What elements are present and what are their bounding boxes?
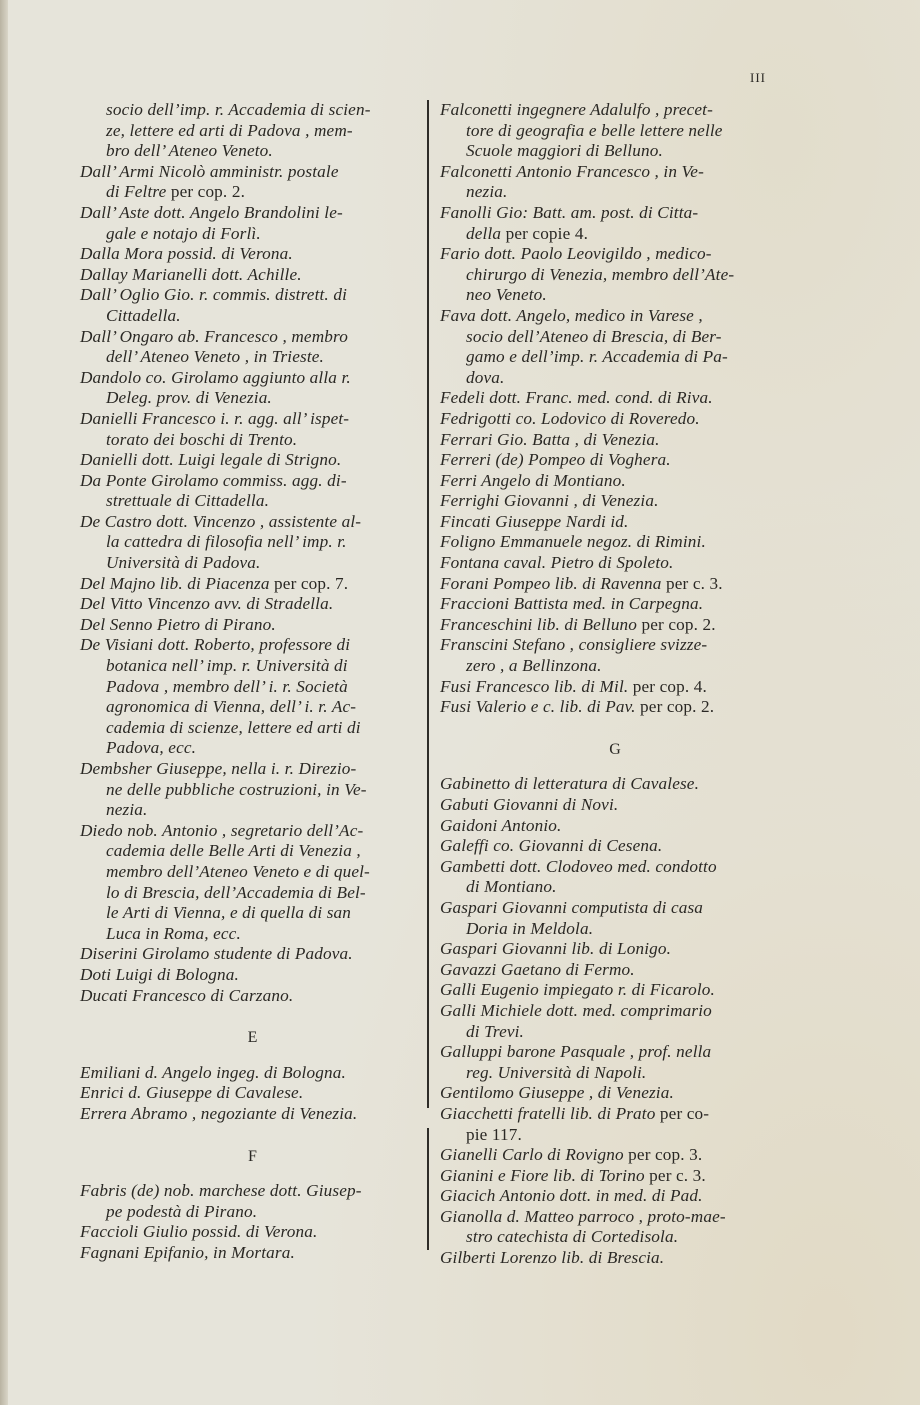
subscriber-entry — [80, 203, 425, 224]
entry-text: De Castro dott. Vincenzo , assistente al- — [80, 511, 362, 531]
entry-continuation-line — [80, 677, 425, 698]
entry-text: ne delle pubbliche costruzioni, in Ve- — [106, 779, 367, 799]
entry-continuation-line — [80, 903, 425, 924]
entry-text: Da Ponte Girolamo commiss. agg. di- — [80, 470, 347, 490]
entry-text: Gambetti dott. Clodoveo med. condotto — [440, 856, 717, 876]
entry-continuation-line — [80, 924, 425, 945]
subscriber-entry — [440, 980, 790, 1001]
subscriber-entry — [440, 1001, 790, 1022]
entry-continuation-line — [440, 224, 790, 245]
subscriber-entry — [80, 327, 425, 348]
column-divider — [427, 100, 429, 1108]
entry-continuation-line — [80, 430, 425, 451]
entry-text: Gianini e Fiore lib. di Torino — [440, 1165, 645, 1185]
copies-note: per cop. 2. — [166, 182, 246, 202]
subscriber-entry — [440, 100, 790, 121]
page-number: III — [750, 70, 766, 85]
entry-continuation-line — [80, 141, 425, 162]
subscriber-entry — [80, 244, 425, 265]
entry-text: Foligno Emmanuele negoz. di Rimini. — [440, 532, 706, 552]
section-letter-heading: F — [248, 1147, 257, 1165]
entry-text: Fanolli Gio: Batt. am. post. di Citta- — [440, 202, 699, 222]
entry-text: Dalla Mora possid. di Verona. — [80, 244, 293, 264]
subscriber-entry — [440, 1104, 790, 1125]
entry-text: Fedrigotti co. Lodovico di Roveredo. — [440, 408, 700, 428]
column-divider-lower — [427, 1128, 429, 1250]
entry-text: Del Senno Pietro di Pirano. — [80, 614, 276, 634]
entry-continuation-line — [80, 738, 425, 759]
subscriber-entry — [440, 939, 790, 960]
subscriber-entry — [440, 553, 790, 574]
entry-continuation-line — [440, 327, 790, 348]
section-spacer — [80, 1125, 425, 1147]
entry-text: Del Vitto Vincenzo avv. di Stradella. — [80, 594, 334, 614]
subscriber-entry — [440, 512, 790, 533]
subscriber-entry — [440, 450, 790, 471]
subscriber-entry — [80, 471, 425, 492]
entry-text: Del Majno lib. di Piacenza — [80, 573, 270, 593]
copies-note: pie 117. — [466, 1124, 522, 1144]
entry-text: Danielli Francesco i. r. agg. all’ ispet- — [80, 408, 350, 428]
subscriber-entry — [80, 450, 425, 471]
entry-text: Diedo nob. Antonio , segretario dell’Ac- — [80, 820, 364, 840]
entry-text: socio dell’Ateneo di Brescia, di Ber- — [466, 326, 722, 346]
subscriber-entry — [440, 898, 790, 919]
subscriber-entry — [440, 635, 790, 656]
entry-text: Doti Luigi di Bologna. — [80, 964, 239, 984]
entry-text: Ferreri (de) Pompeo di Voghera. — [440, 450, 671, 470]
entry-text: Gaspari Giovanni lib. di Lonigo. — [440, 939, 672, 959]
entry-text: gale e notajo di Forlì. — [106, 223, 261, 243]
entry-text: Franceschini lib. di Belluno — [440, 614, 638, 634]
subscriber-entry — [80, 759, 425, 780]
entry-text: Cittadella. — [106, 305, 181, 325]
entry-text: ze, lettere ed arti di Padova , mem- — [106, 120, 353, 140]
entry-text: Galli Eugenio impiegato r. di Ficarolo. — [440, 980, 715, 1000]
entry-text: Giacchetti fratelli lib. di Prato — [440, 1103, 656, 1123]
entry-text: reg. Università di Napoli. — [466, 1062, 647, 1082]
subscriber-entry — [440, 677, 790, 698]
entry-text: Enrici d. Giuseppe di Cavalese. — [80, 1083, 304, 1103]
entry-text: cademia di scienze, lettere ed arti di — [106, 717, 361, 737]
subscriber-entry — [80, 986, 425, 1007]
subscriber-entry — [80, 1063, 425, 1084]
entry-text: lo di Brescia, dell’Accademia di Bel- — [106, 882, 366, 902]
entry-text: Luca in Roma, ecc. — [106, 923, 241, 943]
entry-continuation-line — [80, 306, 425, 327]
subscriber-entry — [440, 409, 790, 430]
entry-text: Diserini Girolamo studente di Padova. — [80, 944, 353, 964]
entry-continuation-line — [80, 1202, 425, 1223]
entry-text: Fabris (de) nob. marchese dott. Giusep- — [80, 1181, 362, 1201]
entry-text: di Montiano. — [466, 877, 557, 897]
entry-text: strettuale di Cittadella. — [106, 491, 270, 511]
subscriber-entry — [440, 960, 790, 981]
subscriber-entry — [440, 594, 790, 615]
entry-continuation-line — [440, 285, 790, 306]
entry-continuation-line — [440, 1125, 790, 1146]
entry-text: Dembsher Giuseppe, nella i. r. Direzio- — [80, 759, 357, 778]
entry-text: Doria in Meldola. — [466, 918, 594, 938]
subscriber-entry — [80, 1083, 425, 1104]
entry-text: dova. — [466, 367, 505, 387]
entry-text: Gianolla d. Matteo parroco , proto-mae- — [440, 1206, 726, 1226]
entry-continuation-line — [80, 800, 425, 821]
subscriber-entry — [80, 1222, 425, 1243]
entry-text: cademia delle Belle Arti di Venezia , — [106, 841, 361, 861]
subscriber-entry — [80, 594, 425, 615]
subscriber-entry — [440, 774, 790, 795]
entry-continuation-line — [80, 121, 425, 142]
entry-continuation-line — [440, 368, 790, 389]
entry-continuation-line — [80, 841, 425, 862]
entry-text: neo Veneto. — [466, 285, 547, 305]
copies-note: per cop. 2. — [635, 697, 715, 717]
subscriber-entry — [440, 162, 790, 183]
entry-text: Ferri Angelo di Montiano. — [440, 470, 626, 490]
entry-text: Università di Padova. — [106, 553, 261, 573]
subscriber-entry — [440, 471, 790, 492]
entry-text: Fontana caval. Pietro di Spoleto. — [440, 553, 674, 573]
entry-text: Fava dott. Angelo, medico in Varese , — [440, 305, 703, 325]
subscriber-entry — [440, 1145, 790, 1166]
entry-text: Dall’ Aste dott. Angelo Brandolini le- — [80, 202, 343, 222]
subscriber-entry — [80, 1181, 425, 1202]
entry-continuation-line — [80, 182, 425, 203]
entry-continuation-line — [440, 1227, 790, 1248]
entry-text: agronomica di Vienna, dell’ i. r. Ac- — [106, 697, 357, 717]
copies-note: per co- — [655, 1103, 710, 1123]
copies-note: per c. 3. — [661, 573, 723, 593]
subscriber-entry — [80, 944, 425, 965]
subscriber-entry — [80, 1243, 425, 1264]
entry-text: Gaidoni Antonio. — [440, 815, 562, 835]
subscriber-entry — [440, 491, 790, 512]
entry-text: Dandolo co. Girolamo aggiunto alla r. — [80, 367, 351, 387]
entry-text: Fedeli dott. Franc. med. cond. di Riva. — [440, 388, 713, 408]
entry-continuation-line — [80, 347, 425, 368]
entry-text: nezia. — [106, 800, 148, 820]
entry-text: Errera Abramo , negoziante di Venezia. — [80, 1103, 358, 1123]
entry-continuation-line — [80, 883, 425, 904]
subscriber-entry — [440, 697, 790, 718]
book-gutter — [0, 0, 8, 1405]
entry-continuation-line — [80, 656, 425, 677]
subscriber-entry — [440, 795, 790, 816]
entry-text: le Arti di Vienna, e di quella di san — [106, 903, 352, 923]
subscriber-entry — [80, 285, 425, 306]
entry-text: stro catechista di Cortedisola. — [466, 1227, 679, 1247]
subscriber-entry — [440, 430, 790, 451]
entry-continuation-line — [80, 491, 425, 512]
entry-text: Fraccioni Battista med. in Carpegna. — [440, 594, 704, 614]
left-column — [80, 100, 425, 1263]
entry-text: Fusi Francesco lib. di Mil. — [440, 676, 629, 696]
entry-text: De Visiani dott. Roberto, professore di — [80, 635, 351, 655]
entry-text: Gilberti Lorenzo lib. di Brescia. — [440, 1248, 665, 1268]
subscriber-entry — [80, 1104, 425, 1125]
entry-continuation-line — [80, 532, 425, 553]
subscriber-entry — [440, 857, 790, 878]
section-spacer — [440, 718, 790, 740]
copies-note: per c. 3. — [644, 1165, 706, 1185]
entry-text: Emiliani d. Angelo ingeg. di Bologna. — [80, 1062, 346, 1082]
entry-text: Gentilomo Giuseppe , di Venezia. — [440, 1083, 674, 1103]
entry-text: Galeffi co. Giovanni di Cesena. — [440, 836, 663, 856]
subscriber-entry — [440, 388, 790, 409]
entry-continuation-line — [440, 347, 790, 368]
subscriber-entry — [440, 1248, 790, 1269]
entry-continuation-line — [440, 141, 790, 162]
section-letter-heading: G — [609, 740, 621, 758]
copies-note: per cop. 2. — [637, 614, 716, 634]
subscriber-entry — [440, 532, 790, 553]
subscriber-entry — [80, 162, 425, 183]
subscriber-entry — [80, 368, 425, 389]
subscriber-entry — [440, 1186, 790, 1207]
subscriber-entry — [440, 1042, 790, 1063]
entry-text: Forani Pompeo lib. di Ravenna — [440, 573, 662, 593]
entry-continuation-line — [440, 1063, 790, 1084]
entry-continuation-line — [440, 182, 790, 203]
entry-text: Fincati Giuseppe Nardi id. — [440, 511, 629, 531]
entry-text: della — [466, 223, 502, 243]
subscriber-entry — [80, 615, 425, 636]
entry-text: chirurgo di Venezia, membro dell’Ate- — [466, 264, 735, 284]
entry-text: Faccioli Giulio possid. di Verona. — [80, 1222, 318, 1242]
right-column — [440, 100, 790, 1269]
entry-continuation-line — [80, 100, 425, 121]
section-spacer — [80, 1167, 425, 1181]
entry-text: Ferrari Gio. Batta , di Venezia. — [440, 429, 660, 449]
section-spacer — [80, 1006, 425, 1028]
entry-text: dell’ Ateneo Veneto , in Trieste. — [106, 347, 325, 367]
entry-continuation-line — [440, 919, 790, 940]
copies-note: per cop. 7. — [269, 573, 349, 593]
entry-text: torato dei boschi di Trento. — [106, 429, 298, 449]
entry-text: Fusi Valerio e c. lib. di Pav. — [440, 697, 636, 717]
entry-text: Dallay Marianelli dott. Achille. — [80, 264, 302, 284]
entry-text: Deleg. prov. di Venezia. — [106, 388, 272, 408]
subscriber-entry — [440, 306, 790, 327]
entry-text: nezia. — [466, 182, 508, 202]
entry-text: botanica nell’ imp. r. Università di — [106, 656, 348, 676]
section-spacer — [80, 1049, 425, 1063]
entry-continuation-line — [80, 388, 425, 409]
copies-note: per cop. 3. — [623, 1145, 703, 1165]
subscriber-entry — [80, 574, 425, 595]
subscriber-entry — [440, 1207, 790, 1228]
entry-text: bro dell’ Ateneo Veneto. — [106, 141, 273, 161]
entry-text: Galluppi barone Pasquale , prof. nella — [440, 1042, 712, 1062]
subscriber-entry — [440, 816, 790, 837]
entry-continuation-line — [440, 1022, 790, 1043]
entry-text: Giacich Antonio dott. in med. di Pad. — [440, 1186, 703, 1206]
entry-text: Gabinetto di letteratura di Cavalese. — [440, 774, 700, 794]
entry-text: Gavazzi Gaetano di Fermo. — [440, 959, 635, 979]
entry-text: Fario dott. Paolo Leovigildo , medico- — [440, 244, 712, 264]
copies-note: per copie 4. — [501, 223, 589, 243]
entry-text: zero , a Bellinzona. — [466, 656, 602, 676]
copies-note: per cop. 4. — [628, 676, 707, 696]
entry-continuation-line — [80, 697, 425, 718]
entry-text: Gabuti Giovanni di Novi. — [440, 795, 619, 814]
entry-continuation-line — [80, 862, 425, 883]
entry-text: di Trevi. — [466, 1021, 525, 1041]
subscriber-entry — [440, 615, 790, 636]
section-spacer — [440, 760, 790, 774]
subscriber-entry — [440, 1083, 790, 1104]
entry-text: Danielli dott. Luigi legale di Strigno. — [80, 450, 342, 470]
subscriber-entry — [80, 965, 425, 986]
entry-text: Falconetti Antonio Francesco , in Ve- — [440, 161, 704, 181]
entry-continuation-line — [440, 877, 790, 898]
entry-continuation-line — [80, 553, 425, 574]
entry-text: Franscini Stefano , consigliere svizze- — [440, 635, 708, 655]
subscriber-entry — [440, 1166, 790, 1187]
entry-text: Padova , membro dell’ i. r. Società — [106, 676, 348, 696]
entry-text: Padova, ecc. — [106, 738, 197, 758]
entry-text: di Feltre — [106, 182, 167, 202]
entry-text: la cattedra di filosofia nell’ imp. r. — [106, 532, 347, 552]
subscriber-entry — [440, 574, 790, 595]
entry-continuation-line — [80, 718, 425, 739]
subscriber-entry — [80, 635, 425, 656]
entry-text: Ferrighi Giovanni , di Venezia. — [440, 491, 659, 511]
entry-text: Dall’ Armi Nicolò amministr. postale — [80, 161, 339, 181]
entry-text: tore di geografia e belle lettere nelle — [466, 120, 723, 140]
subscriber-entry — [80, 265, 425, 286]
entry-text: Falconetti ingegnere Adalulfo , precet- — [440, 100, 713, 119]
entry-text: socio dell’imp. r. Accademia di scien- — [106, 100, 371, 119]
entry-continuation-line — [80, 224, 425, 245]
entry-continuation-line — [440, 121, 790, 142]
subscriber-entry — [80, 821, 425, 842]
entry-text: Scuole maggiori di Belluno. — [466, 141, 663, 161]
entry-continuation-line — [440, 656, 790, 677]
subscriber-entry — [80, 512, 425, 533]
section-letter-heading: E — [247, 1029, 258, 1047]
entry-continuation-line — [80, 780, 425, 801]
entry-continuation-line — [440, 265, 790, 286]
subscriber-entry — [80, 409, 425, 430]
entry-text: Galli Michiele dott. med. comprimario — [440, 1000, 712, 1020]
entry-text: gamo e dell’imp. r. Accademia di Pa- — [466, 347, 728, 367]
entry-text: Gaspari Giovanni computista di casa — [440, 897, 704, 917]
entry-text: Ducati Francesco di Carzano. — [80, 985, 294, 1005]
entry-text: Dall’ Ongaro ab. Francesco , membro — [80, 326, 348, 346]
subscriber-entry — [440, 244, 790, 265]
entry-text: membro dell’Ateneo Veneto e di quel- — [106, 861, 370, 881]
subscriber-entry — [440, 203, 790, 224]
entry-text: pe podestà di Pirano. — [106, 1201, 258, 1221]
entry-text: Dall’ Oglio Gio. r. commis. distrett. di — [80, 285, 347, 305]
entry-text: Gianelli Carlo di Rovigno — [440, 1145, 624, 1165]
subscriber-entry — [440, 836, 790, 857]
entry-text: Fagnani Epifanio, in Mortara. — [80, 1242, 295, 1262]
